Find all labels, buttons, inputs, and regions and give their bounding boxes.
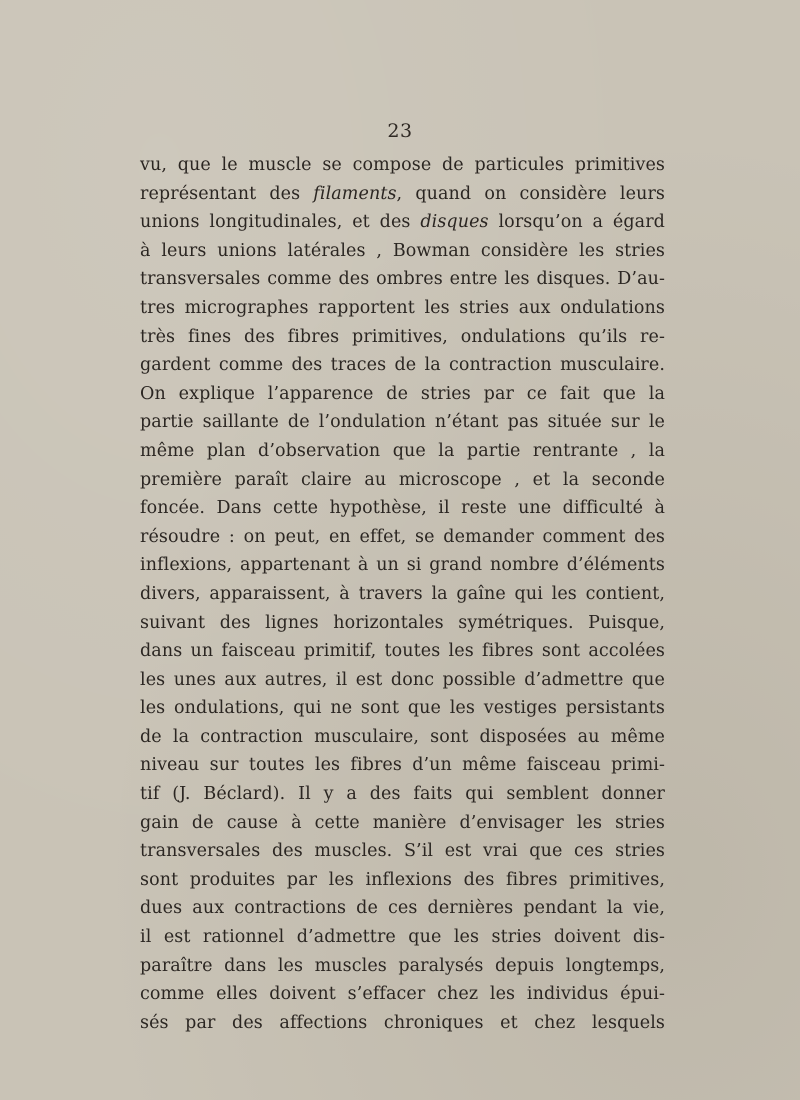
text-segment: foncée. Dans cette hypothèse, il reste une difficulté à [140,498,665,519]
text-segment: gardent comme des traces de la contraction musculaire. [140,355,665,376]
italic-term: filaments [313,183,397,204]
text-segment: il est rationnel d’admettre que les stries doivent dis- [140,927,665,948]
text-segment: première paraît claire au microscope , et la seconde [140,469,665,490]
text-line [140,551,665,580]
text-line [140,494,665,523]
text-line [140,751,665,780]
text-segment: comme elles doivent s’effacer chez les individus épui- [140,984,665,1005]
text-line [140,923,665,952]
text-segment: niveau sur toutes les fibres d’un même faisceau primi- [140,755,665,776]
text-segment: représentant des [140,183,314,204]
text-line [140,323,665,352]
text-line [140,694,665,723]
text-segment: de la contraction musculaire, sont disposées au même [140,726,665,747]
text-line [140,408,665,437]
text-line [140,180,665,209]
text-segment: très fines des fibres primitives, ondulations qu’ils re- [140,326,665,347]
text-line [140,980,665,1009]
text-line [140,380,665,409]
text-segment: dans un faisceau primitif, toutes les fibres sont accolées [140,641,665,662]
text-line [140,265,665,294]
text-segment: partie saillante de l’ondulation n’étant pas située sur le [140,412,665,433]
text-segment: même plan d’observation que la partie rentrante , la [140,440,665,461]
text-segment: suivant des lignes horizontales symétriques. Puisque, [140,612,665,633]
text-line [140,723,665,752]
body-text [140,151,665,1037]
page-number: 23 [387,120,413,142]
text-segment: tres micrographes rapportent les stries aux ondulations [140,297,665,318]
text-segment: sés par des affections chroniques et chez lesquels [140,1012,665,1033]
text-line [140,208,665,237]
text-line [140,637,665,666]
text-segment: divers, apparaissent, à travers la gaîne qui les contient, [140,583,665,604]
text-segment: gain de cause à cette manière d’envisager les stries [140,812,665,833]
text-segment: unions longitudinales, et des [140,212,421,233]
text-line [140,294,665,323]
text-line [140,837,665,866]
text-line [140,780,665,809]
text-line [140,666,665,695]
text-segment: vu, que le muscle se compose de particules primitives [140,155,665,175]
text-segment: On explique l’apparence de stries par ce fait que la [140,383,665,404]
text-segment: à leurs unions latérales , Bowman considère les stries [140,240,665,261]
text-line [140,437,665,466]
text-line [140,523,665,552]
text-segment: , quand on considère leurs [396,183,665,204]
text-line [140,1009,665,1038]
text-line [140,580,665,609]
text-line [140,866,665,895]
text-segment: les ondulations, qui ne sont que les vestiges persistants [140,698,665,719]
text-line [140,952,665,981]
text-line [140,237,665,266]
text-segment: transversales comme des ombres entre les disques. D’au- [140,269,665,290]
text-segment: résoudre : on peut, en effet, se demander comment des [140,526,665,547]
text-segment: dues aux contractions de ces dernières pendant la vie, [140,898,665,919]
text-segment: paraître dans les muscles paralysés depuis longtemps, [140,955,665,976]
text-line [140,151,665,180]
text-line [140,351,665,380]
text-line [140,894,665,923]
text-segment: inflexions, appartenant à un si grand nombre d’éléments [140,555,665,576]
text-segment: sont produites par les inflexions des fibres primitives, [140,869,665,890]
text-line [140,809,665,838]
text-line [140,466,665,495]
text-segment: tif (J. Béclard). Il y a des faits qui semblent donner [140,784,665,805]
text-segment: les unes aux autres, il est donc possible d’admettre que [140,669,665,690]
italic-term: disques [420,212,489,233]
text-segment: transversales des muscles. S’il est vrai que ces stries [140,841,665,862]
text-segment: lorsqu’on a égard [488,212,665,233]
text-line [140,609,665,638]
